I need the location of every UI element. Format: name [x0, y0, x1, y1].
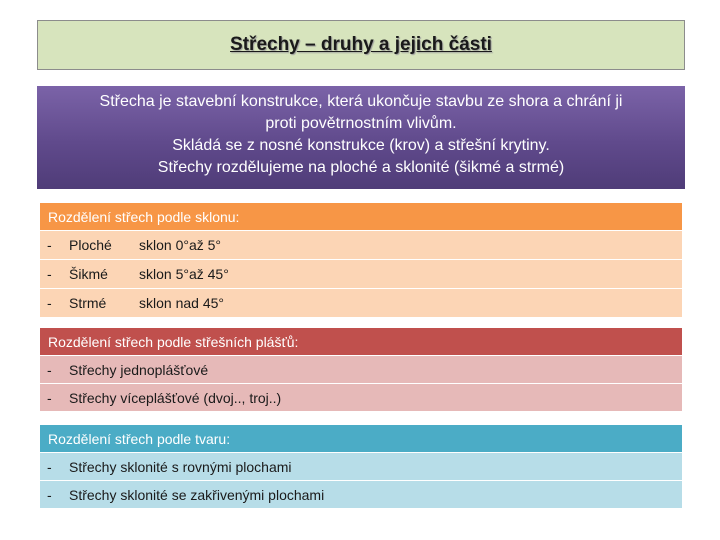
list-dash: - [47, 458, 52, 475]
intro-box [37, 86, 685, 189]
list-item [40, 230, 682, 259]
list-dash: - [47, 295, 52, 311]
roof-slope: sklon 0°až 5° [139, 237, 222, 253]
list-item [40, 355, 682, 383]
list-dash: - [47, 361, 52, 378]
roof-type: Ploché [69, 237, 112, 253]
list-dash: - [47, 486, 52, 503]
list-item [40, 259, 682, 288]
roof-slope: sklon 5°až 45° [139, 266, 229, 282]
section-cladding [40, 328, 682, 411]
list-dash: - [47, 237, 52, 253]
roof-type: Šikmé [69, 266, 108, 282]
roof-type: Strmé [69, 295, 107, 311]
list-item [40, 452, 682, 480]
title-box [37, 20, 685, 70]
intro-line: Střecha je stavební konstrukce, která ukončuje stavbu ze shora a chrání ji [99, 93, 623, 110]
section-shape [40, 425, 682, 508]
list-dash: - [47, 266, 52, 282]
list-item-text: Střechy sklonité s rovnými plochami [69, 458, 292, 475]
section-header: Rozdělení střech podle tvaru: [40, 425, 682, 452]
list-item [40, 383, 682, 411]
intro-line: Střechy rozdělujeme na ploché a sklonité (šikmé a strmé) [157, 159, 565, 176]
page-title: Střechy – druhy a jejich části [230, 34, 492, 55]
list-item-text: Střechy sklonité se zakřivenými plochami [69, 486, 325, 503]
list-dash: - [47, 389, 52, 406]
intro-line: Skládá se z nosné konstrukce (krov) a střešní krytiny. [172, 137, 550, 154]
list-item-text: Střechy jednoplášťové [69, 361, 209, 378]
list-item-text: Střechy víceplášťové (dvoj.., troj..) [69, 389, 282, 406]
section-slope [40, 203, 682, 317]
roof-slope: sklon nad 45° [139, 295, 224, 311]
intro-line: proti povětrnostním vlivům. [265, 115, 457, 132]
section-header: Rozdělení střech podle střešních plášťů: [40, 328, 682, 355]
list-item [40, 288, 682, 317]
list-item [40, 480, 682, 508]
section-header: Rozdělení střech podle sklonu: [40, 203, 682, 230]
